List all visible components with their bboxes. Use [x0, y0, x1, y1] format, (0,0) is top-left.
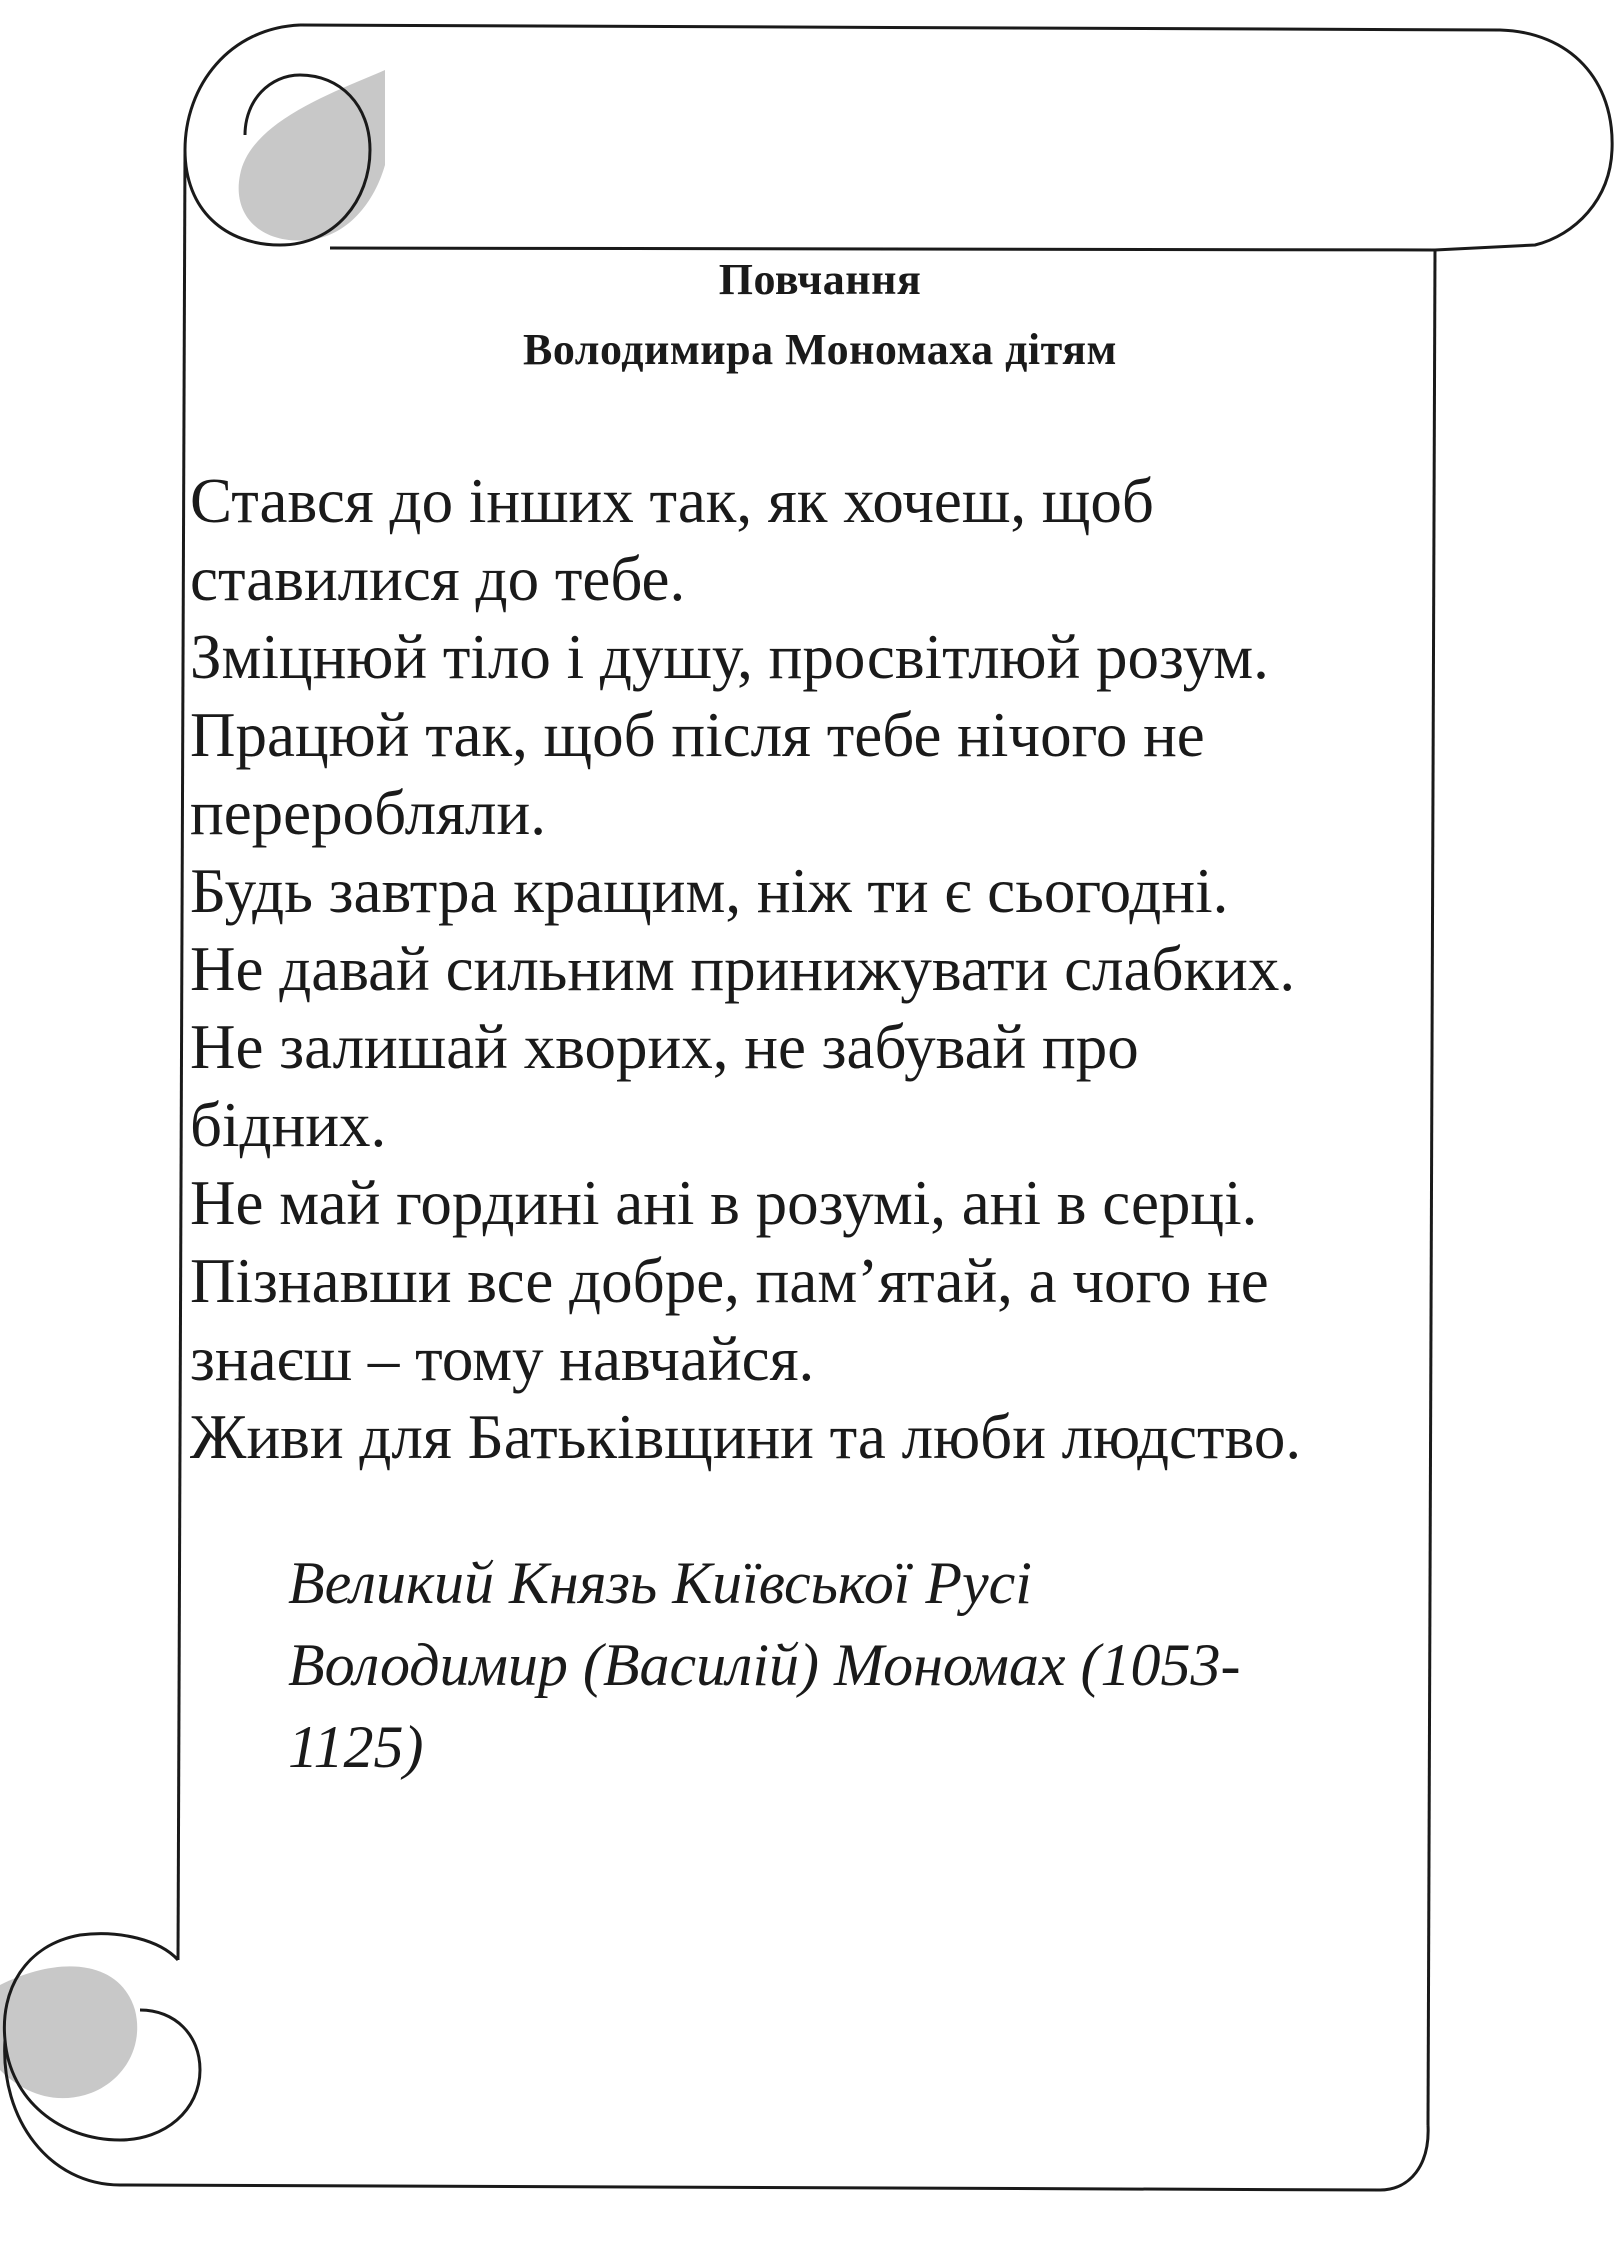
- teaching-line: переробляли.: [190, 778, 546, 848]
- teaching-line: Зміцнюй тіло і душу, просвітлюй розум.: [190, 622, 1269, 692]
- teaching-line: ставилися до тебе.: [190, 544, 686, 614]
- teaching-line: Пізнавши все добре, пам’ятай, а чого не: [190, 1246, 1269, 1316]
- teaching-line: Живи для Батьківщини та люби людство.: [190, 1402, 1302, 1472]
- teaching-line: Не давай сильним принижувати слабких.: [190, 934, 1296, 1004]
- teaching-line: знаєш – тому навчайся.: [190, 1324, 815, 1394]
- teaching-line: Не залишай хворих, не забувай про: [190, 1012, 1139, 1082]
- document-title-line-2: Володимира Мономаха дітям: [523, 325, 1117, 374]
- signature-line: 1125): [288, 1714, 424, 1780]
- document-title-line-1: Повчання: [718, 255, 922, 304]
- teaching-line: Будь завтра кращим, ніж ти є сьогодні.: [190, 856, 1229, 926]
- bottom-curl-shade: [0, 1966, 137, 2098]
- teaching-line: Стався до інших так, як хочеш, щоб: [190, 466, 1154, 536]
- signature-line: Володимир (Василій) Мономах (1053-: [288, 1632, 1241, 1698]
- teaching-line: Працюй так, щоб після тебе нічого не: [190, 700, 1205, 770]
- top-curl-shade: [239, 70, 385, 241]
- signature-line: Великий Князь Київської Русі: [288, 1550, 1032, 1616]
- teaching-line: Не май гордині ані в розумі, ані в серці.: [190, 1168, 1258, 1238]
- teaching-line: бідних.: [190, 1090, 387, 1160]
